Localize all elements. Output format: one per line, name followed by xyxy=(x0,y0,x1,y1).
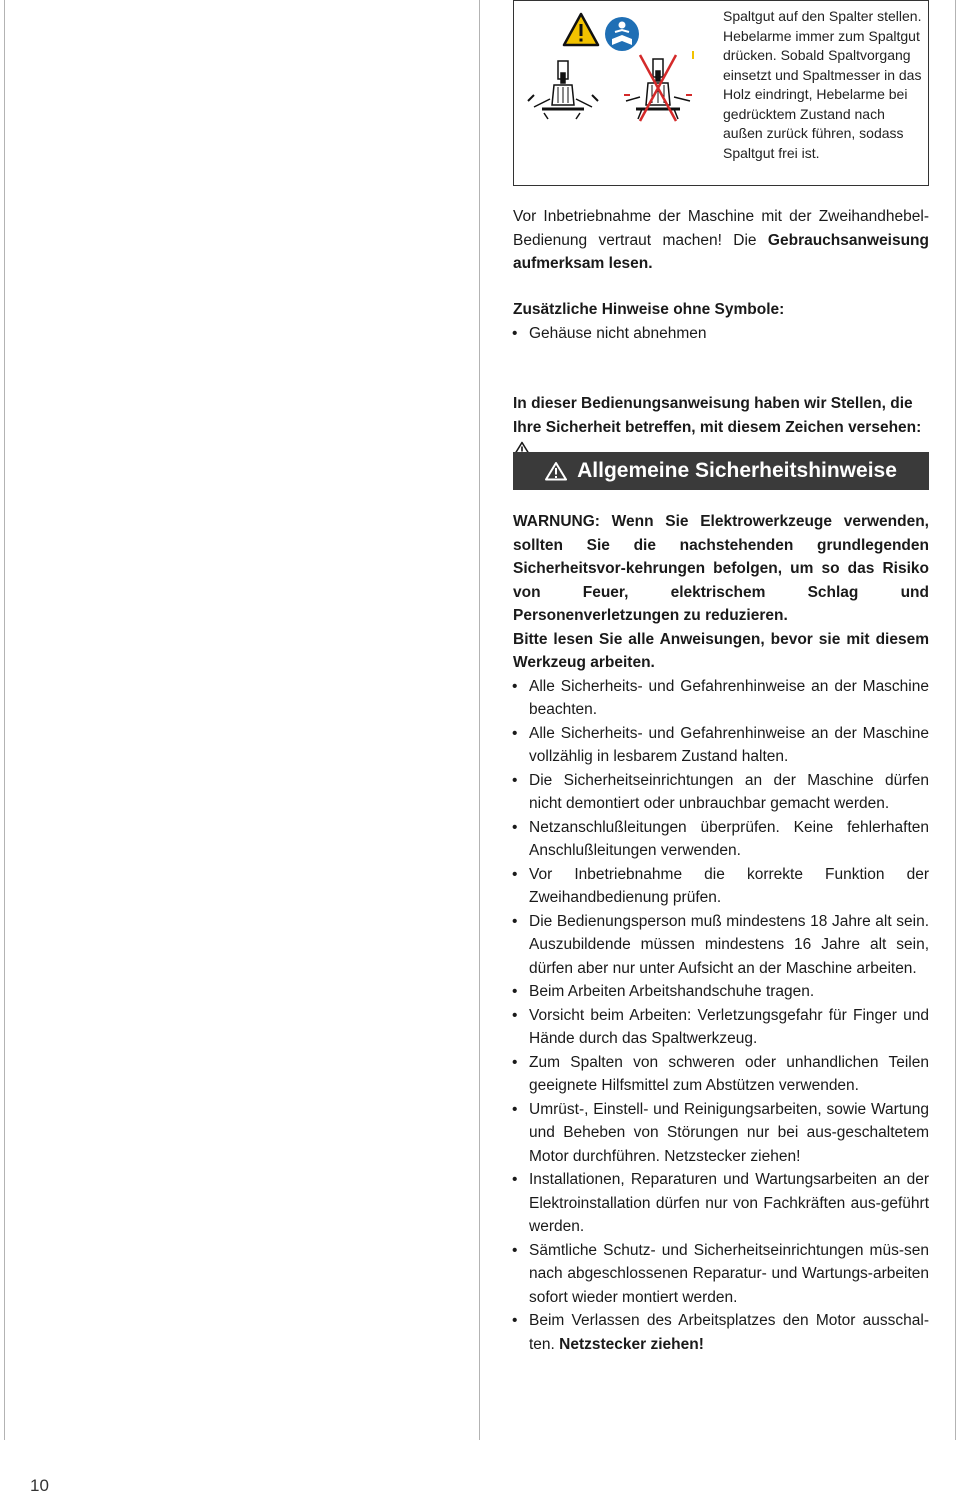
list-item: • Vor Inbetriebnahme die korrekte Funktion der Zweihandbedienung prüfen. xyxy=(513,863,929,910)
warning-pictograms xyxy=(514,1,710,185)
notice-text: In dieser Bedienungsanweisung haben wir Stellen, die Ihre Sicherheit betreffen, mit diesem Zeichen versehen: xyxy=(513,395,922,436)
list-item: • Zum Spalten von schweren oder unhandlichen Teilen geeignete Hilfsmittel zum Abstützen verwenden. xyxy=(513,1051,929,1098)
additional-item: • Gehäuse nicht abnehmen xyxy=(513,322,929,346)
list-item: • Umrüst-, Einstell- und Reinigungsarbeiten, sowie Wartung und Beheben von Störungen nur bei aus-geschaltetem Motor durchführen. Netzstecker ziehen! xyxy=(513,1098,929,1169)
list-item: • Alle Sicherheits- und Gefahrenhinweise an der Maschine beachten. xyxy=(513,675,929,722)
list-item: • Sämtliche Schutz- und Sicherheitseinrichtungen müs-sen nach abgeschlossenen Reparatur- und Wartungs-arbeiten sofort wieder montiert werden. xyxy=(513,1239,929,1310)
last-item-bold: Netzstecker ziehen! xyxy=(559,1335,704,1353)
intro-text: Vor Inbetriebnahme der Maschine mit der Zweihandhebel-Bedienung vertraut machen! Die xyxy=(513,208,929,249)
warning-triangle-icon xyxy=(564,14,598,45)
intro-bold: Gebrauchsanweisung aufmerksam lesen. xyxy=(513,231,929,272)
read-instructions-paragraph: Bitte lesen Sie alle Anweisungen, bevor sie mit diesem Werkzeug arbeiten. xyxy=(513,630,929,671)
list-item: • Netzanschlußleitungen überprüfen. Keine fehlerhaften Anschlußleitungen verwenden. xyxy=(513,816,929,863)
column-divider xyxy=(479,0,480,1440)
list-item: • Alle Sicherheits- und Gefahrenhinweise an der Maschine vollzählig in lesbarem Zustand halten. xyxy=(513,722,929,769)
last-item-text: Beim Verlassen des Arbeitsplatzes den Motor ausschal-ten. xyxy=(529,1312,929,1353)
intro-paragraph xyxy=(513,205,929,276)
splitter-wrong-use-icon xyxy=(624,55,692,121)
additional-heading: Zusätzliche Hinweise ohne Symbole: xyxy=(513,301,785,318)
list-item: • Vorsicht beim Arbeiten: Verletzungsgefahr für Finger und Hände durch das Spaltwerkzeug. xyxy=(513,1004,929,1051)
safety-content xyxy=(513,510,929,1356)
section-title-bar xyxy=(513,452,929,490)
warning-box-text: Spaltgut auf den Spalter stellen. Hebelarme immer zum Spaltgut drücken. Sobald Spaltvorgang einsetzt und Spaltmesser in das Holz eindringt, Hebelarme bei gedrücktem Zustand nach außen zurück führen, sodass Spaltgut frei ist. xyxy=(723,8,922,161)
page-border-left xyxy=(4,0,5,1440)
warning-box xyxy=(513,0,929,186)
page-number: 10 xyxy=(30,1476,49,1495)
read-manual-icon xyxy=(605,17,639,51)
list-item: • Die Bedienungsperson muß mindestens 18 Jahre alt sein. Auszubildende müssen mindestens 16 Jahre alt sein, dürfen aber nur unter Aufsicht an der Maschine arbeiten. xyxy=(513,910,929,981)
additional-notes xyxy=(513,298,929,345)
section-title: Allgemeine Sicherheitshinweise xyxy=(577,459,897,482)
safety-list xyxy=(513,675,929,1357)
list-item: • Die Sicherheitseinrichtungen an der Maschine dürfen nicht demontiert oder unbrauchbar gemacht werden. xyxy=(513,769,929,816)
warning-paragraph: WARNUNG: Wenn Sie Elektrowerkzeuge verwenden, sollten Sie die nachstehenden grundlegenden Sicherheitsvor-kehrungen befolgen, um so das Risiko von Feuer, elektrischem Schlag und Personenverletzungen zu reduzieren. xyxy=(513,513,929,624)
warning-triangle-icon xyxy=(545,461,567,481)
list-item: • Beim Arbeiten Arbeitshandschuhe tragen. xyxy=(513,980,929,1004)
splitter-correct-use-icon xyxy=(528,61,598,119)
list-item: • Installationen, Reparaturen und Wartungsarbeiten an der Elektroinstallation dürfen nur von Fachkräften aus-geführt werden. xyxy=(513,1168,929,1239)
list-item-last xyxy=(513,1309,929,1356)
page-border-right xyxy=(955,0,956,1440)
